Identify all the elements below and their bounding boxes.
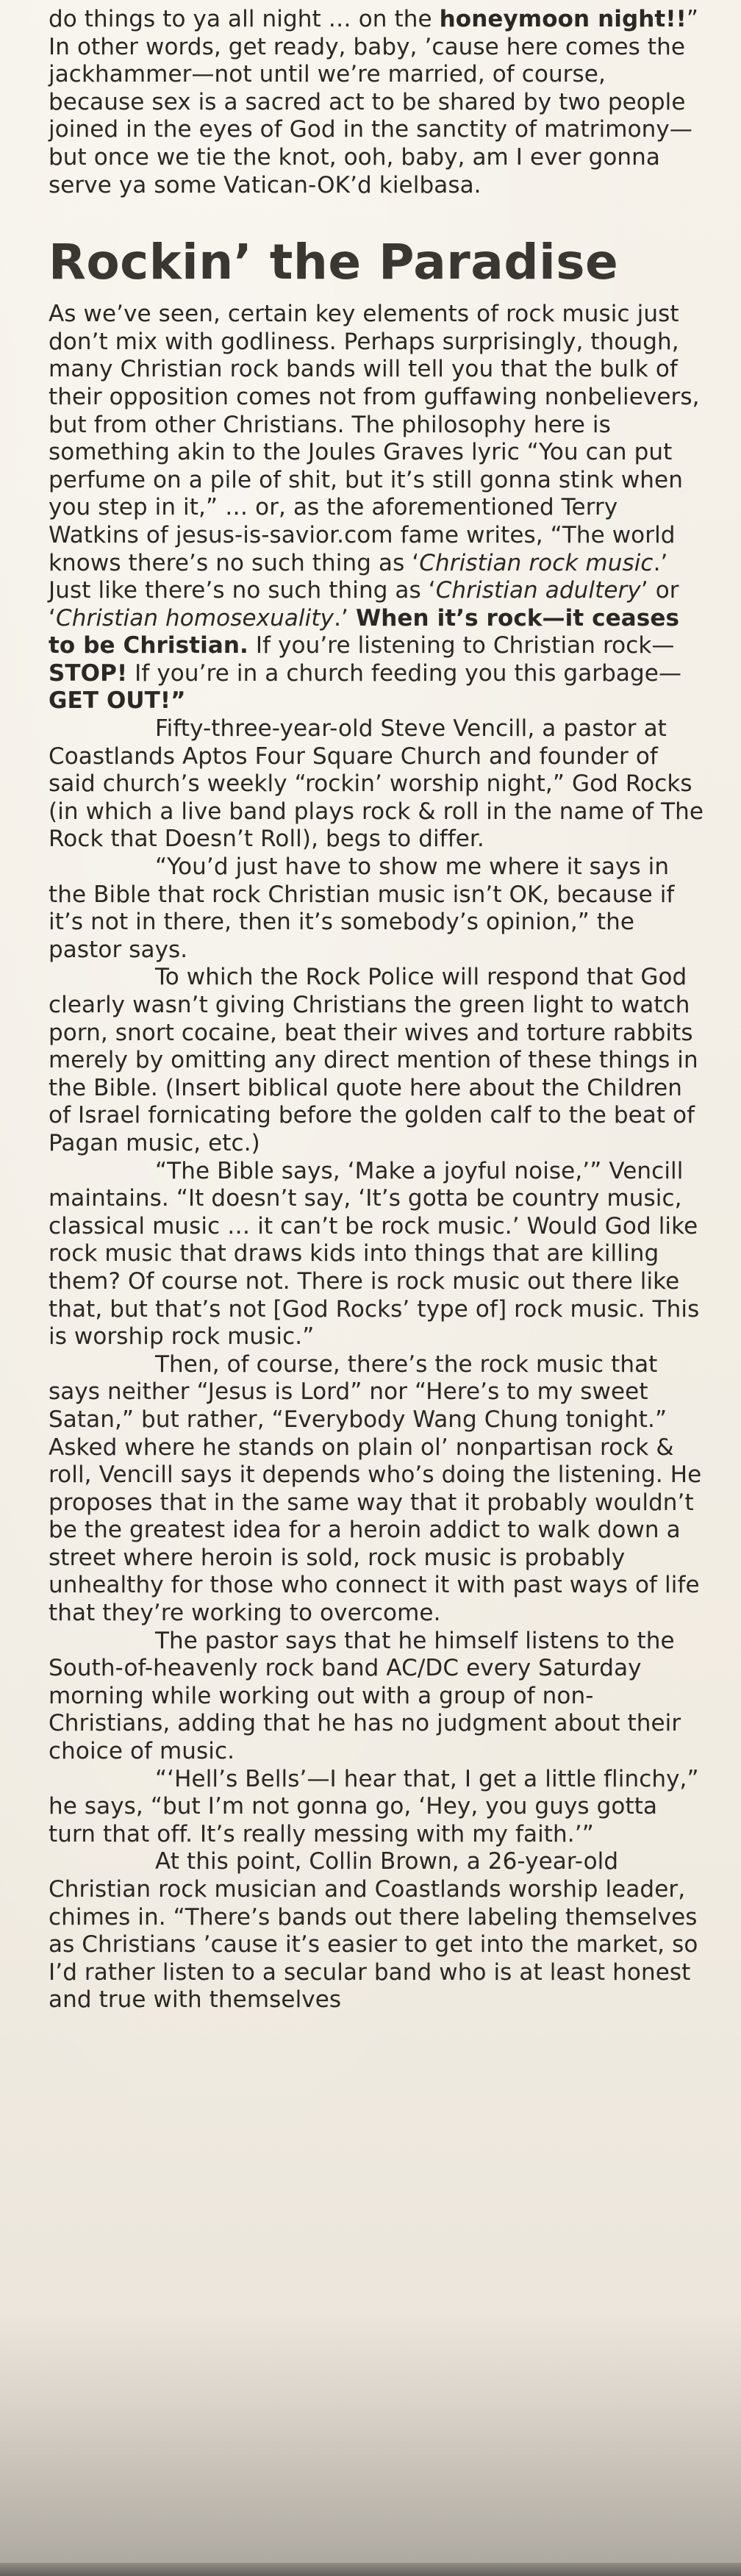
intro-emphasis: honeymoon night!! (439, 6, 687, 32)
body-paragraph-1 (49, 301, 704, 715)
p1-text-k: If you’re in a church feeding you this garbage— (127, 659, 682, 687)
body-paragraph-7: The pastor says that he himself listens to the South-of-heavenly rock band AC/DC every Saturday morning while working out with a group of non-Christians, adding that he has no judgment about their choice of music. (49, 1627, 681, 1765)
body-paragraph-8: “‘Hell’s Bells’—I hear that, I get a little flinchy,” he says, “but I’m not gonna go, ‘Hey, you guys gotta turn that off. It’s really messing with my faith.’” (49, 1765, 699, 1847)
p1-text-e: ’ or ‘ (49, 577, 679, 632)
p1-bold-l: GET OUT!” (49, 687, 186, 715)
page-bottom-edge (0, 2563, 741, 2576)
p1-text-g: .’ (334, 604, 356, 632)
p1-bold-j: STOP! (49, 659, 128, 687)
body-paragraph-4: To which the Rock Police will respond that God clearly wasn’t giving Christians the green light to watch porn, snort cocaine, beat their wives and torture rabbits merely by omitting any direct mention of these things in the Bible. (Insert biblical quote here about the Children of Israel fornicating before the golden calf to the beat of Pagan music, etc.) (49, 964, 698, 1156)
p1-text-i: If you’re listening to Christian rock— (248, 632, 675, 659)
intro-paragraph (49, 6, 704, 199)
body-paragraph-5: “The Bible says, ‘Make a joyful noise,’” Vencill maintains. “It doesn’t say, ‘It’s gotta be country music, classical music … it can’t be rock music.’ Would God like rock music that draws kids into things that are killing them? Of course not. There is rock music out there like that, but that’s not [God Rocks’ type of] rock music. This is worship rock music.” (49, 1157, 700, 1350)
body-paragraph-3: “You’d just have to show me where it says in the Bible that rock Christian music isn’t OK, because if it’s not in there, then it’s somebody’s opinion,” the pastor says. (49, 854, 675, 963)
p1-text-a: As we’ve seen, certain key elements of rock music just don’t mix with godliness. Perhaps surprisingly, though, many Christian rock bands will tell you that the bulk of their opposition comes not from guffawing nonbelievers, but from other Christians. The philosophy here is something akin to the Joules Graves lyric “You can put perfume on a pile of shit, but it’s still gonna stink when you step in it,” … or, as the aforementioned Terry Watkins of jesus-is-savior.com fame writes, “The world knows there’s no such thing as ‘ (49, 301, 700, 576)
p1-bold-h: When it’s rock—it ceases to be Christian. (49, 604, 680, 659)
scan-shadow (0, 2311, 741, 2576)
intro-text-a: do things to ya all night … on the (49, 6, 440, 32)
p1-italic-f: Christian homosexuality (55, 604, 334, 632)
article-column (49, 6, 704, 2014)
body-paragraph-6: Then, of course, there’s the rock music that says neither “Jesus is Lord” nor “Here’s to my sweet Satan,” but rather, “Everybody Wang Chung tonight.” Asked where he stands on plain ol’ nonpartisan rock & roll, Vencill says it depends who’s doing the listening. He proposes that in the same way that it probably wouldn’t be the greatest idea for a heroin addict to walk down a street where heroin is sold, rock music is probably unhealthy for those who connect it with past ways of life that they’re working to overcome. (49, 1350, 702, 1627)
body-paragraph-9: At this point, Collin Brown, a 26-year-old Christian rock musician and Coastlands worship leader, chimes in. “There’s bands out there labeling themselves as Christians ’cause it’s easier to get into the market, so I’d rather listen to a secular band who is at least honest and true with themselves (49, 1848, 698, 2014)
section-headline: Rockin’ the Paradise (49, 234, 619, 291)
p1-italic-d: Christian adultery (435, 577, 641, 604)
intro-text-c: ” In other words, get ready, baby, ’cause here comes the jackhammer—not until we’re married, of course, because sex is a sacred act to be shared by two people joined in the eyes of God in the sanctity of matrimony—but once we tie the knot, ooh, baby, am I ever gonna serve ya some Vatican-OK’d kielbasa. (49, 6, 698, 198)
p1-text-c: .’ Just like there’s no such thing as ‘ (49, 549, 668, 604)
p1-italic-a: Christian rock music (419, 549, 654, 576)
body-paragraph-2: Fifty-three-year-old Steve Vencill, a pastor at Coastlands Aptos Four Square Church and founder of said church’s weekly “rockin’ worship night,” God Rocks (in which a live band plays rock & roll in the name of The Rock that Doesn’t Roll), begs to differ. (49, 715, 704, 853)
